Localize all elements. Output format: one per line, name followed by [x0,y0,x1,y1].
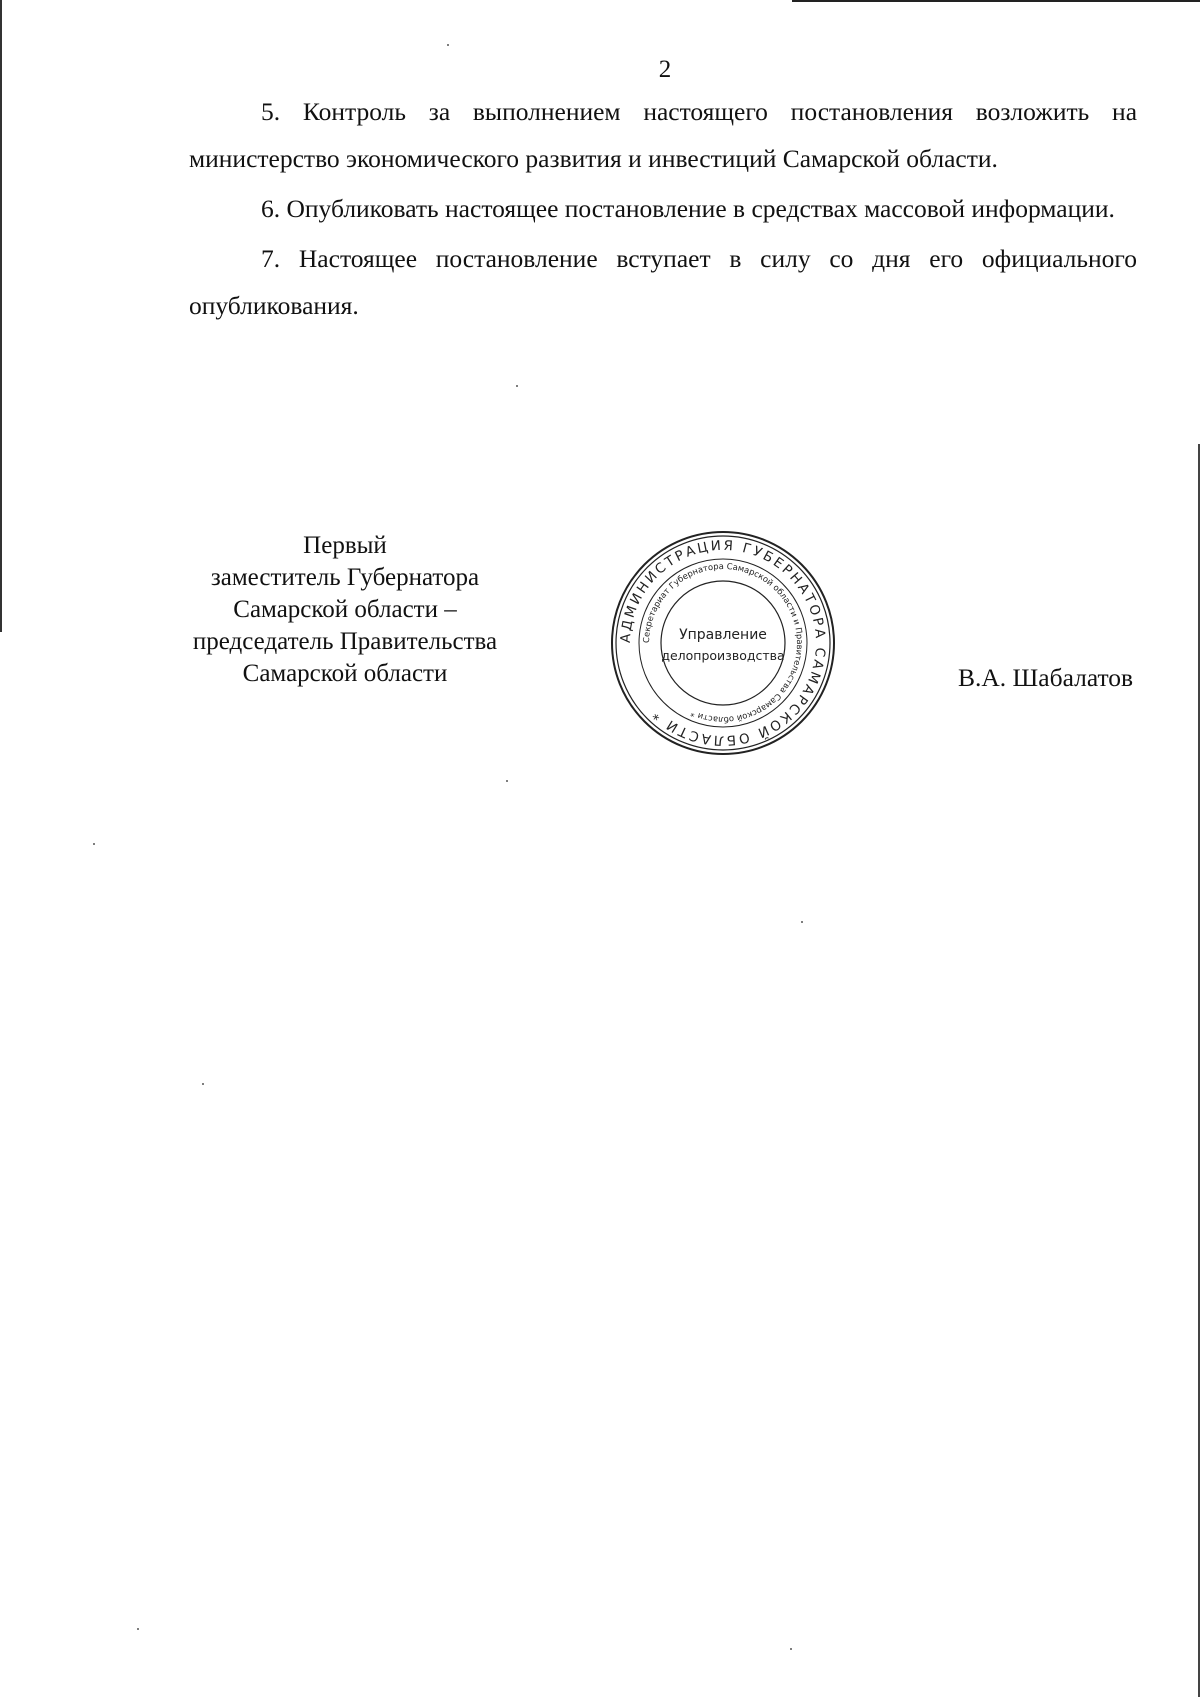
seal-inner-border [661,581,785,705]
seal-middle-border [639,559,807,727]
scan-edge-top [792,0,1200,2]
signatory-line: Самарской области [242,660,448,687]
paragraph-7 [189,235,1137,329]
scan-speck [516,385,518,387]
body-text [189,88,1137,332]
scan-speck [790,1648,792,1650]
paragraph-number: 6. [261,194,281,223]
paragraph-number: 5. [261,97,281,126]
seal-center-line: делопроизводства [661,648,785,663]
paragraph-text: Контроль за выполнением настоящего постановления возложить на министерство экономического развития и инвестиций Самарской области. [189,97,1138,173]
seal-outer-text: АДМИНИСТРАЦИЯ ГУБЕРНАТОРА САМАРСКОЙ ОБЛАСТИ * [617,537,829,749]
scan-speck [93,843,95,845]
seal-center-line: Управление [679,627,767,643]
scan-speck [801,921,803,923]
scan-speck [202,1083,204,1085]
signatory-line: Самарской области – [233,596,457,623]
scan-speck [137,1628,139,1630]
signer-name: В.А. Шабалатов [958,663,1134,692]
signatory-line: председатель Правительства [192,628,498,655]
signatory-line: заместитель Губернатора [210,564,480,591]
scan-speck [447,44,449,46]
paragraph-text: Опубликовать настоящее постановление в средствах массовой информации. [286,194,1115,223]
page-number: 2 [658,56,672,83]
paragraph-6 [189,185,1137,232]
scan-speck [506,780,508,782]
signatory-title [160,530,530,690]
paragraph-5 [189,88,1137,182]
paragraph-text: Настоящее постановление вступает в силу со дня его официального опубликования. [189,244,1137,320]
official-seal [608,528,838,758]
paragraph-number: 7. [261,244,281,273]
signatory-line: Первый [303,532,387,559]
scan-edge-left [0,0,2,632]
seal-inner-text: Секретариат Губернатора Самарской области и Правительства Самарской области * [640,560,806,726]
